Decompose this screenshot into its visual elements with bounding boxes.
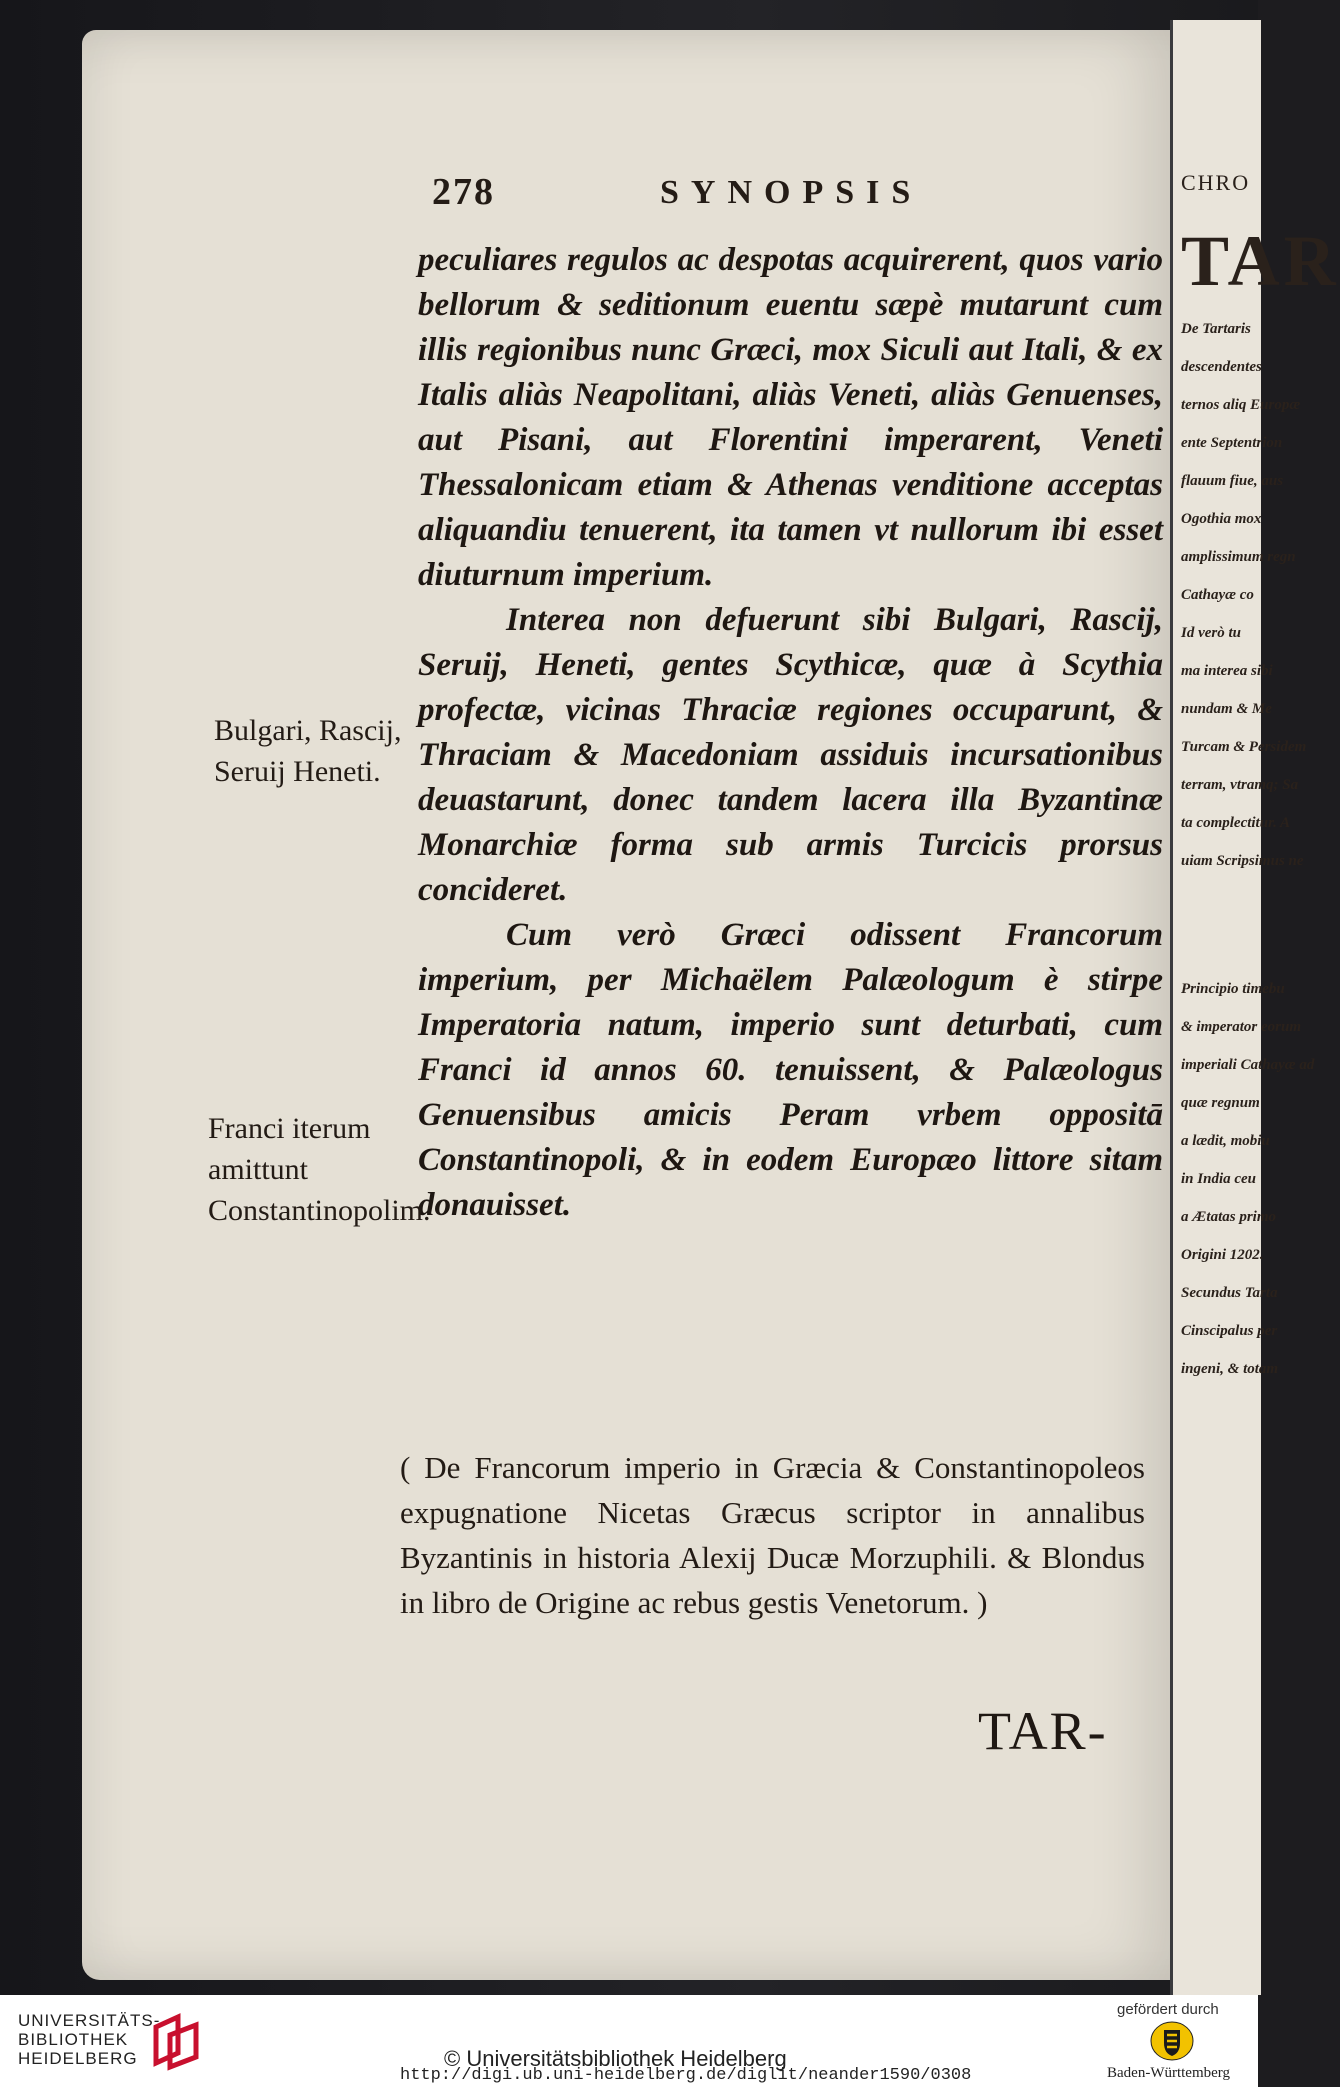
funder-name: Baden-Württemberg (1107, 2065, 1231, 2081)
facing-line: & imperator eorum (1181, 1019, 1302, 1035)
facing-line: flauum fiue, aus (1181, 473, 1284, 489)
library-logo-icon (148, 2013, 204, 2071)
copyright-notice: © Universitätsbibliothek Heidelberg (444, 2046, 787, 2071)
facing-line: ingeni, & totam (1181, 1361, 1279, 1377)
facing-line: Secundus Tarta (1181, 1285, 1278, 1301)
facing-line: imperiali Cathayæ ad (1181, 1057, 1315, 1073)
facing-head: CHRO (1181, 170, 1251, 195)
facing-line: uiam Scripsimus ne (1181, 853, 1304, 869)
library-line-3: HEIDELBERG (18, 2049, 138, 2068)
facing-line: in India ceu (1181, 1171, 1257, 1187)
facing-title: TAR (1181, 221, 1340, 301)
facing-line: ta complectitur. A (1181, 815, 1291, 831)
library-line-1: UNIVERSITÄTS- (18, 2011, 161, 2030)
page-header (432, 170, 1162, 230)
facing-line: ente Septentrion (1181, 435, 1283, 451)
facing-line: quæ regnum (1181, 1095, 1260, 1111)
facing-line: Cathayæ co (1181, 587, 1254, 603)
catchword: TAR- (978, 1701, 1108, 1761)
facing-line: Origini 1202. (1181, 1247, 1264, 1263)
facing-line: Ogothia mox (1181, 511, 1262, 527)
facing-line: ma interea sibi (1181, 663, 1273, 679)
marginal-note-2: Franci iterum amittunt Constantinopolim. (208, 1112, 431, 1227)
facing-line: descendentes (1181, 359, 1262, 375)
marginal-note-1: Bulgari, Rascij, Seruij Heneti. (214, 714, 402, 788)
paragraph-1: peculiares regulos ac despotas acquirerent, quos vario bellorum & seditionum euentu sæpè mutarunt cum illis regionibus nunc Græci, mox Siculi aut Itali, & ex Italis aliàs Neapolitani, aliàs Veneti, aliàs Genuenses, aut Pisani, aut Florentini imperarent, Veneti Thessalonicam etiam & Athenas venditione acceptas aliquandiu tenuerent, ita tamen vt nullorum ibi esset diuturnum imperium. (418, 242, 1163, 593)
library-name (18, 2011, 160, 2068)
facing-line: ternos aliq Europæ (1181, 397, 1301, 413)
facing-line: Principio timebu (1181, 981, 1285, 997)
facing-line: amplissimum regn (1181, 549, 1296, 565)
main-text (418, 238, 1163, 1228)
running-head: SYNOPSIS (660, 174, 923, 211)
coat-of-arms-icon (1150, 2021, 1194, 2061)
facing-line: Cinscipalus per (1181, 1323, 1278, 1339)
permalink-url[interactable]: http://digi.ub.uni-heidelberg.de/diglit/neander1590/0308 (400, 2066, 972, 2085)
paragraph-2: Interea non defuerunt sibi Bulgari, Rascij, Seruij, Heneti, gentes Scythicæ, quæ à Scythia profectæ, vicinas Thraciæ regiones occuparunt, & Thraciam & Macedoniam assiduis incursationibus deuastarunt, donec tandem lacera illa Byzantinæ Monarchiæ forma sub armis Turcicis prorsus concideret. (418, 602, 1163, 908)
facing-page (1170, 20, 1340, 1995)
facing-line: Id verò tu (1181, 625, 1241, 641)
footnote: ( De Francorum imperio in Græcia & Constantinopoleos expugnatione Nicetas Græcus scriptor in annalibus Byzantinis in historia Alexij Ducæ Morzuphili. & Blondus in libro de Origine ac rebus gestis Venetorum. ) (400, 1450, 1145, 1620)
funded-by-label: gefördert durch (1117, 2001, 1219, 2018)
facing-line: terram, vtramq; Sa (1181, 777, 1299, 793)
page-number: 278 (432, 171, 495, 213)
facing-line: Turcam & Persidem (1181, 739, 1307, 755)
facing-line: nundam & Me (1181, 701, 1272, 717)
paragraph-3: Cum verò Græci odissent Francorum imperium, per Michaëlem Palæologum è stirpe Imperatoria natum, imperio sunt deturbati, cum Franci id annos 60. tenuissent, & Palæologus Genuensibus amicis Peram vrbem oppositā Constantinopoli, & in eodem Europæo littore sitam donauisset. (418, 917, 1163, 1223)
footer-bar (0, 1995, 1258, 2087)
library-line-2: BIBLIOTHEK (18, 2030, 129, 2049)
facing-line: De Tartaris (1181, 321, 1251, 337)
facing-line: a Ætatas primo (1181, 1209, 1277, 1225)
facing-line: a lædit, mobiu (1181, 1133, 1270, 1149)
